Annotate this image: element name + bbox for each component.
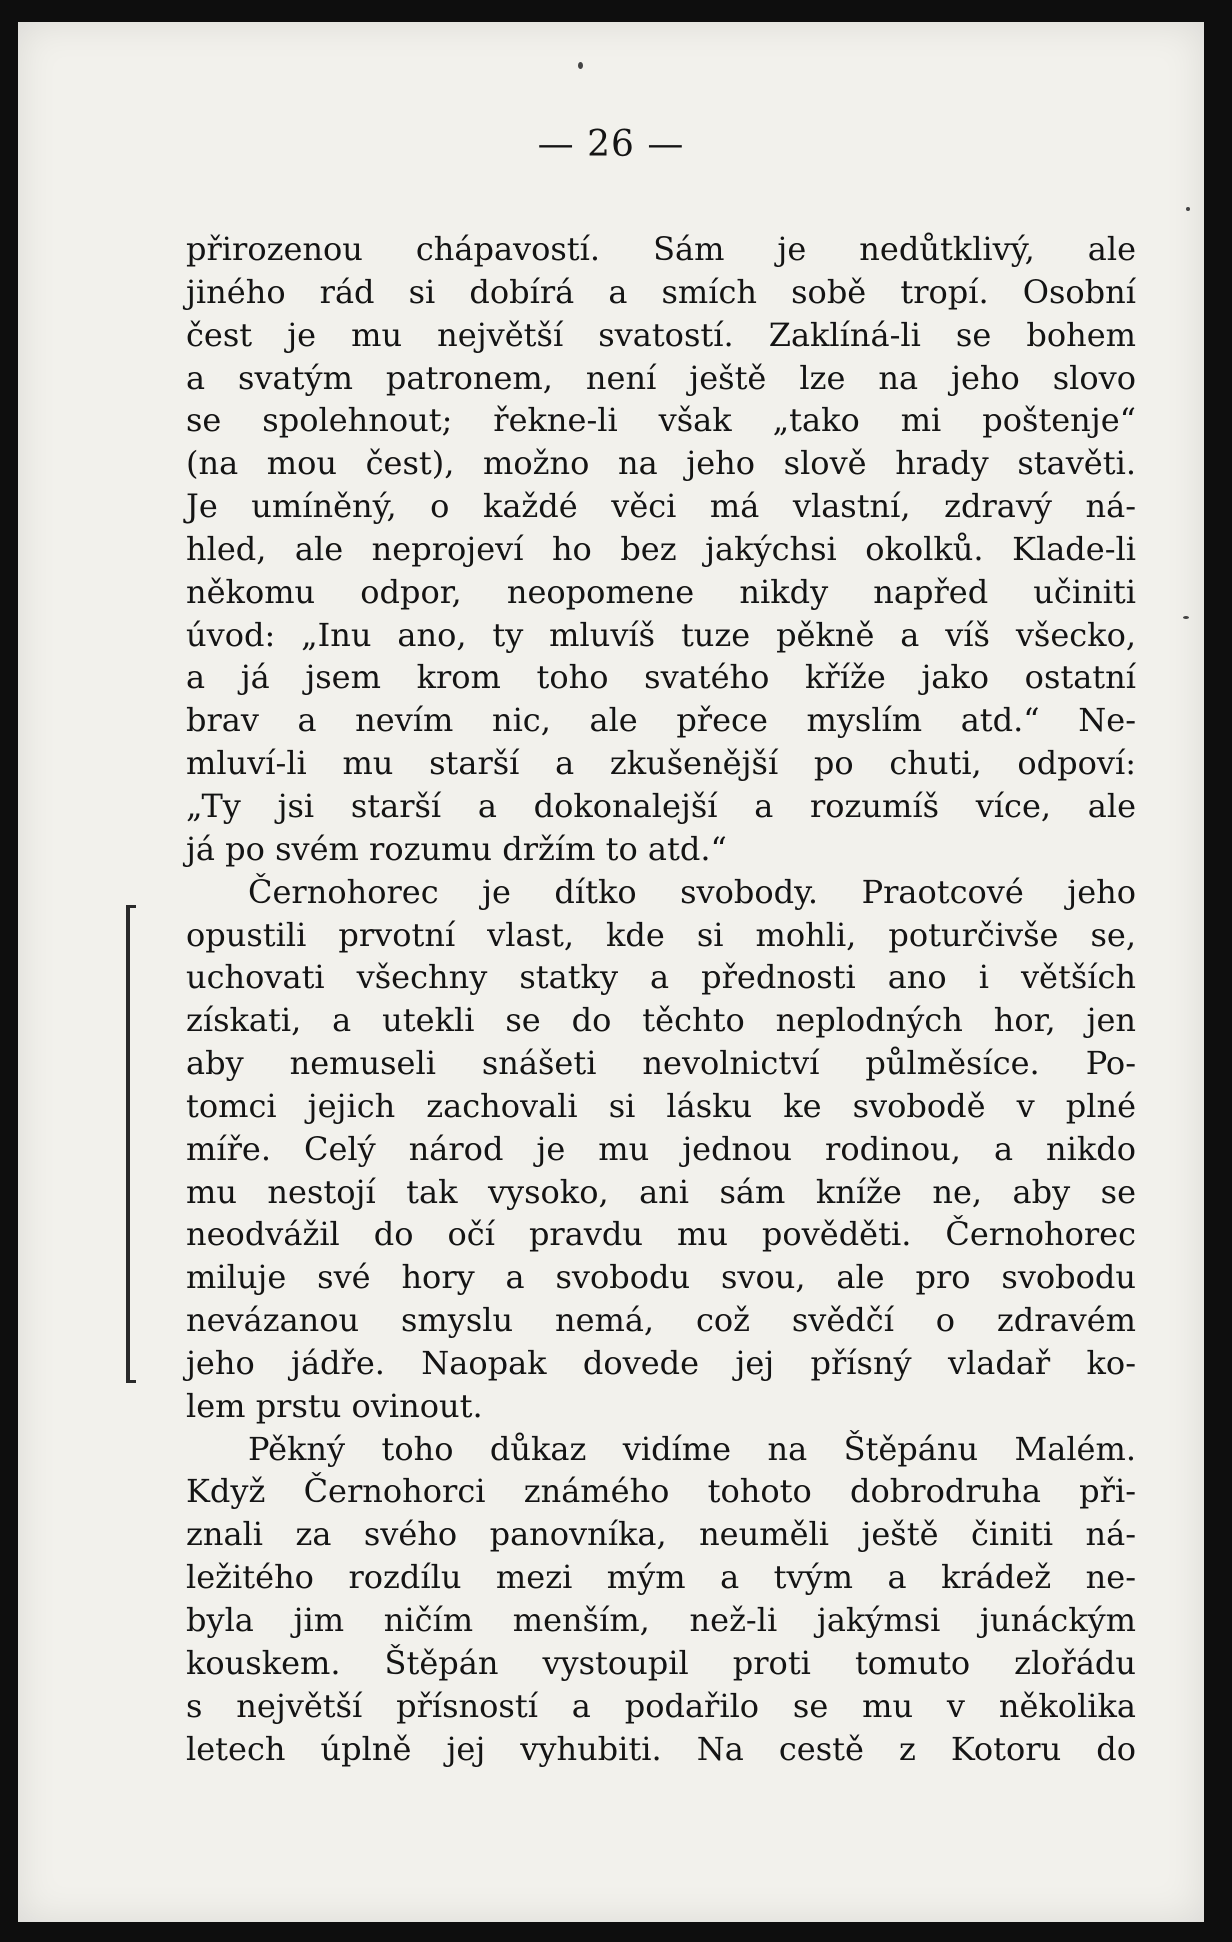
text-line: někomu odpor, neopomene nikdy napřed učiniti (186, 572, 1136, 611)
text-line: míře. Celý národ je mu jednou rodinou, a nikdo (186, 1129, 1136, 1168)
text-line: Když Černohorci známého tohoto dobrodruha při- (186, 1472, 1136, 1511)
text-line: brav a nevím nic, ale přece myslím atd.“ Ne- (186, 701, 1136, 740)
text-line: úvod: „Inu ano, ty mluvíš tuze pěkně a víš všecko, (186, 615, 1136, 654)
text-line: lem prstu ovinout. (186, 1386, 483, 1425)
text-line: mluví-li mu starší a zkušenější po chuti, odpoví: (186, 744, 1136, 783)
text-line: s největší přísností a podařilo se mu v několika (186, 1686, 1136, 1725)
text-line: letech úplně jej vyhubiti. Na cestě z Kotoru do (186, 1729, 1136, 1768)
text-line: čest je mu největší svatostí. Zaklíná-li se bohem (186, 315, 1136, 354)
paper-speck (1183, 616, 1189, 619)
paper-speck (1186, 207, 1190, 211)
text-line: mu nestojí tak vysoko, ani sám kníže ne, aby se (186, 1172, 1136, 1211)
text-line: a já jsem krom toho svatého kříže jako ostatní (186, 658, 1136, 697)
text-line: jeho jádře. Naopak dovede jej přísný vladař ko- (186, 1343, 1136, 1382)
text-line: nevázanou smyslu nemá, což svědčí o zdravém (186, 1301, 1136, 1340)
margin-bracket-mark (126, 905, 130, 1383)
text-line: byla jim ničím menším, než-li jakýmsi junáckým (186, 1601, 1136, 1639)
text-line: a svatým patronem, není ještě lze na jeho slovo (186, 358, 1136, 397)
paper-speck (578, 62, 583, 69)
body-text (186, 228, 1136, 1770)
text-line: miluje své hory a svobodu svou, ale pro svobodu (186, 1258, 1136, 1297)
text-line: uchovati všechny statky a přednosti ano i větších (186, 958, 1136, 997)
text-line: aby nemuseli snášeti nevolnictví půlměsíce. Po- (186, 1044, 1136, 1083)
text-line: Je umíněný, o každé věci má vlastní, zdravý ná- (186, 487, 1136, 526)
text-line: znali za svého panovníka, neuměli ještě činiti ná- (186, 1515, 1136, 1554)
text-line: získati, a utekli se do těchto neplodných hor, jen (186, 1001, 1136, 1040)
text-line: opustili prvotní vlast, kde si mohli, poturčivše se, (186, 915, 1136, 954)
text-line: přirozenou chápavostí. Sám je nedůtklivý, ale (186, 230, 1136, 268)
text-line: tomci jejich zachovali si lásku ke svobodě v plné (186, 1086, 1136, 1125)
text-line: Černohorec je dítko svobody. Praotcové jeho (248, 872, 1136, 911)
text-line: (na mou čest), možno na jeho slově hrady stavěti. (186, 444, 1136, 483)
text-line: já po svém rozumu držím to atd.“ (186, 829, 727, 868)
page-number: — 26 — (537, 124, 685, 165)
book-page (18, 22, 1204, 1922)
text-line: kouskem. Štěpán vystoupil proti tomuto zlořádu (186, 1643, 1136, 1682)
text-line: hled, ale neprojeví ho bez jakýchsi okolků. Klade-li (186, 529, 1136, 568)
text-line: neodvážil do očí pravdu mu pověděti. Černohorec (186, 1215, 1136, 1254)
text-line: ležitého rozdílu mezi mým a tvým a krádež ne- (186, 1558, 1136, 1597)
text-line: jiného rád si dobírá a smích sobě tropí. Osobní (186, 272, 1136, 311)
text-line: „Ty jsi starší a dokonalejší a rozumíš více, ale (186, 786, 1136, 825)
text-line: se spolehnout; řekne-li však „tako mi poštenje“ (186, 401, 1136, 440)
text-line: Pěkný toho důkaz vidíme na Štěpánu Malém. (248, 1429, 1136, 1468)
